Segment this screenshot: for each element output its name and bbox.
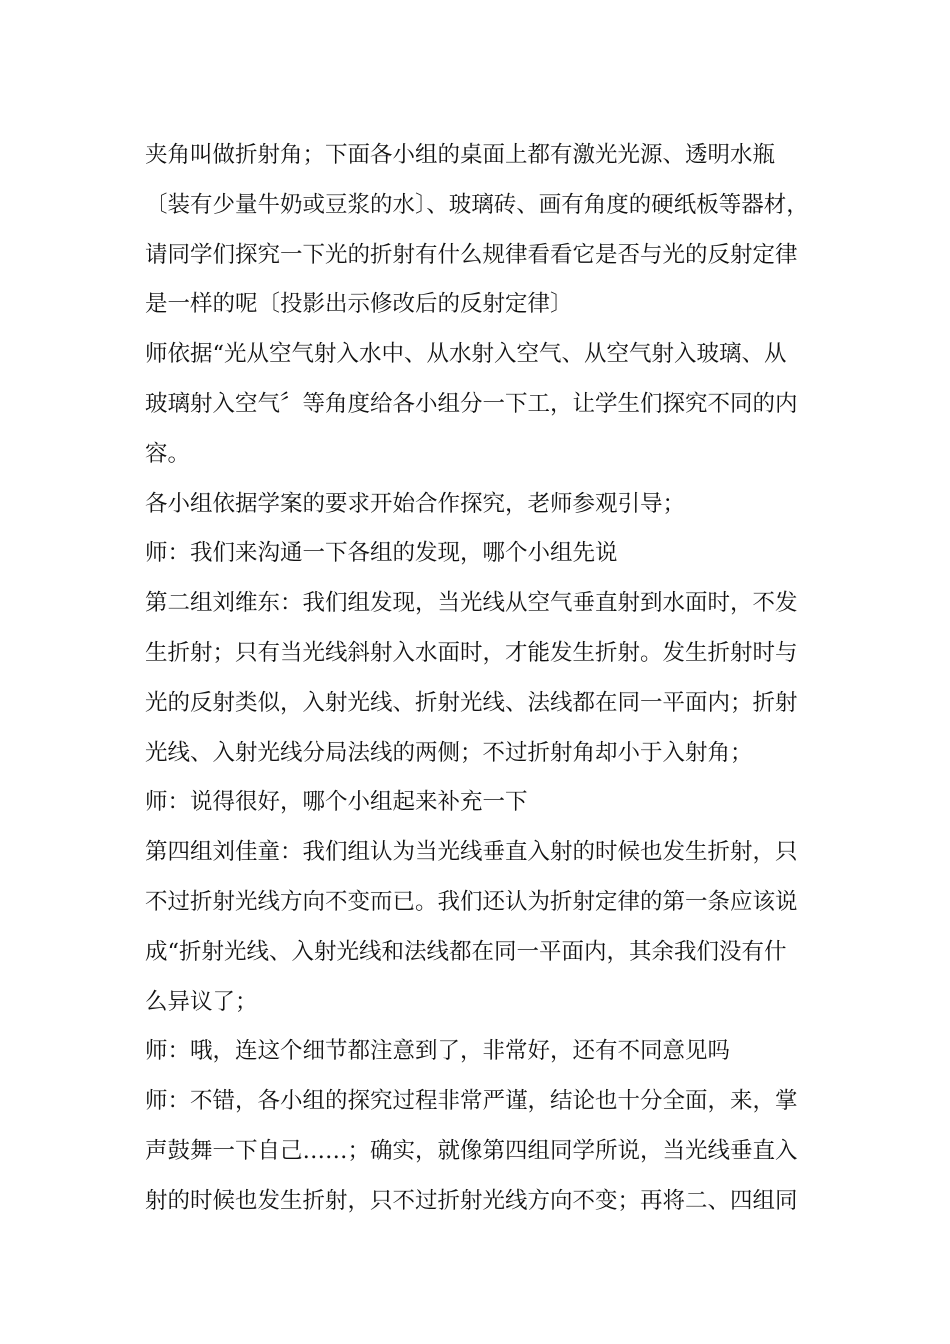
text-line-5: 师依据“光从空气射入水中、从水射入空气、从空气射入玻璃、从 [145,341,787,368]
text-line-6: 玻璃射入空气〞等角度给各小组分一下工，让学生们探究不同的内 [145,390,798,417]
text-line-2: 〔装有少量牛奶或豆浆的水〕、玻璃砖、画有角度的硬纸板等器材， [145,191,809,218]
text-line-13: 光线、入射光线分局法线的两侧；不过折射角却小于入射角； [145,739,753,766]
text-line-19: 师：哦，连这个细节都注意到了，非常好，还有不同意见吗 [145,1038,731,1065]
text-line-11: 生折射；只有当光线斜射入水面时，才能发生折射。发生折射时与 [145,639,798,666]
text-line-14: 师：说得很好，哪个小组起来补充一下 [145,789,528,816]
text-line-15: 第四组刘佳童：我们组认为当光线垂直入射的时候也发生折射，只 [145,839,798,866]
text-line-1: 夹角叫做折射角；下面各小组的桌面上都有激光光源、透明水瓶 [145,142,776,168]
text-line-8: 各小组依据学案的要求开始合作探究，老师参观引导； [145,490,686,517]
text-line-3: 请同学们探究一下光的折射有什么规律看看它是否与光的反射定律 [145,241,798,268]
text-line-18: 么异议了； [145,988,258,1015]
text-line-9: 师：我们来沟通一下各组的发现，哪个小组先说 [145,540,618,567]
document-body [145,131,815,1227]
text-line-10: 第二组刘维东：我们组发现，当光线从空气垂直射到水面时，不发 [145,590,798,617]
text-line-16: 不过折射光线方向不变而已。我们还认为折射定律的第一条应该说 [145,888,798,915]
text-line-7: 容。 [145,440,191,467]
text-line-21: 声鼓舞一下自己……；确实，就像第四组同学所说，当光线垂直入 [145,1137,798,1164]
text-line-4: 是一样的呢〔投影出示修改后的反射定律〕 [145,291,573,318]
text-line-12: 光的反射类似，入射光线、折射光线、法线都在同一平面内；折射 [145,689,798,716]
text-line-22: 射的时候也发生折射，只不过折射光线方向不变；再将二、四组同 [145,1187,798,1214]
text-line-20: 师：不错，各小组的探究过程非常严谨，结论也十分全面，来，掌 [145,1088,798,1115]
text-line-17: 成“折射光线、入射光线和法线都在同一平面内，其余我们没有什 [145,938,787,965]
